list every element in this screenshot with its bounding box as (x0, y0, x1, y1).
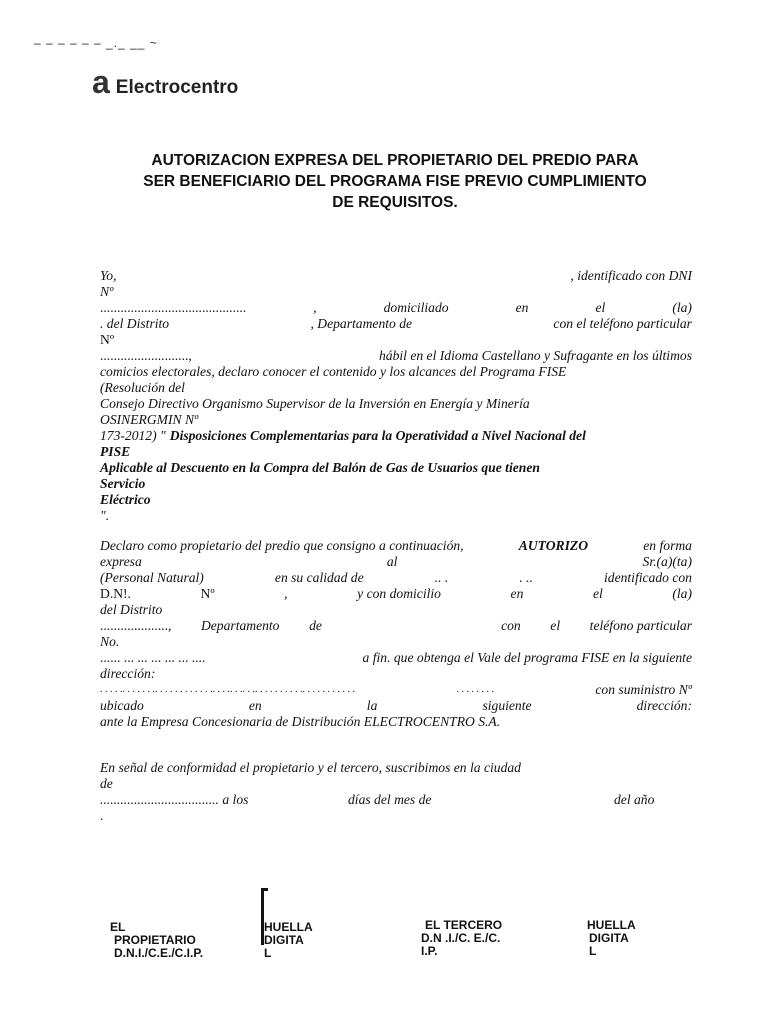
scan-artifact-mark: – – – – – – _._ __ ~ (34, 36, 158, 50)
text: (Resolución del (100, 380, 185, 395)
text: dirección: (636, 698, 692, 713)
text: D.N!. (100, 586, 131, 601)
text: y con domicilio (357, 586, 441, 601)
text: el (595, 300, 606, 315)
text: DIGITA (589, 931, 629, 945)
text: identificado con (604, 570, 692, 585)
text: de (100, 776, 113, 791)
text: el (550, 618, 561, 633)
text: ante la Empresa Concesionaria de Distribución ELECTROCENTRO S.A. (100, 714, 501, 729)
text: EL (110, 920, 126, 934)
title-line-2: SER BENEFICIARIO DEL PROGRAMA FISE PREVIO CUMPLIMIENTO (143, 173, 647, 190)
text: (Personal Natural) (100, 570, 204, 585)
text: Departamento (200, 618, 280, 633)
text: el (592, 586, 603, 601)
regulation-title: PISE (100, 444, 131, 459)
text: D.N .I./C. E./C. (421, 931, 501, 945)
text: ubicado (100, 698, 144, 713)
text: con suministro Nº (595, 682, 692, 697)
text: HUELLA (587, 918, 636, 932)
text: comicios electorales, declaro conocer el contenido y los alcances del Programa FISE (100, 364, 567, 379)
text: OSINERGMIN Nº (100, 412, 199, 427)
text: , (313, 300, 317, 315)
logo-text: Electrocentro (115, 77, 239, 98)
text: I.P. (421, 944, 438, 958)
third-party-signature-block (421, 919, 502, 958)
text: de (309, 618, 322, 633)
text: del año (614, 792, 655, 807)
text: en (248, 698, 262, 713)
text: días del mes de (348, 792, 432, 807)
text: con el teléfono particular (553, 316, 692, 331)
dotted-blank: . . . . . . . . (456, 684, 494, 695)
title-line-3: DE REQUISITOS. (332, 194, 458, 211)
text: ". (100, 508, 110, 523)
company-logo (92, 64, 238, 101)
text: teléfono particular (589, 618, 692, 633)
authorize-keyword: AUTORIZO (518, 538, 589, 553)
text: dirección: (100, 666, 156, 681)
text: EL TERCERO (425, 918, 503, 932)
text: a fin. que obtenga el Vale del programa FISE en la siguiente (362, 650, 692, 665)
text: Consejo Directivo Organismo Supervisor de la Inversión en Energía y Minería (100, 396, 530, 411)
paragraph-declaration (100, 268, 692, 524)
logo-icon: a (92, 64, 110, 100)
text: Yo, (100, 268, 117, 283)
paragraph-authorization (100, 538, 692, 730)
text: expresa (100, 554, 142, 569)
text: PROPIETARIO (114, 933, 196, 947)
text: , (284, 586, 288, 601)
regulation-title: Eléctrico (100, 492, 151, 507)
text: DIGITA (264, 933, 304, 947)
text: Nº (100, 284, 114, 299)
owner-signature-block (110, 921, 203, 960)
text: D.N.I./C.E./C.I.P. (114, 946, 204, 960)
title-line-1: AUTORIZACION EXPRESA DEL PROPIETARIO DEL PREDIO PARA (151, 152, 639, 169)
text: .. . (434, 570, 449, 585)
regulation-title: Servicio (100, 476, 146, 491)
paragraph-conformity (100, 760, 692, 824)
text: Nº (100, 332, 115, 347)
text: siguiente (482, 698, 532, 713)
text: hábil en el Idioma Castellano y Sufragante en los últimos (378, 348, 692, 363)
text: Declaro como propietario del predio que consigno a continuación, (100, 538, 464, 553)
text: (la) (672, 586, 692, 601)
dotted-blank: . . . . .. . . . . . .. . . . . . . . . . . .. . . .. . .. . .. . . . . . . . . .. . . . . . . . . . . (100, 684, 355, 695)
text: L (589, 944, 597, 958)
text: 173-2012) " (100, 428, 166, 443)
text: ................................... a los (100, 792, 249, 807)
document-title (100, 150, 690, 213)
text: No. (100, 634, 120, 649)
text: la (366, 698, 378, 713)
text: . (100, 808, 104, 823)
text: en su calidad de (274, 570, 364, 585)
text: L (264, 946, 272, 960)
dotted-blank: ...................., (100, 618, 172, 633)
text: al (386, 554, 398, 569)
third-party-fingerprint-block (587, 919, 636, 958)
text: domiciliado (383, 300, 449, 315)
text: En señal de conformidad el propietario y el tercero, suscribimos en la ciudad (100, 760, 521, 775)
dotted-blank: ...... ... ... ... ... ... .... (100, 650, 206, 665)
text: . .. (519, 570, 533, 585)
dotted-blank: ........................................... (100, 300, 247, 315)
regulation-title: Disposiciones Complementarias para la Operatividad a Nivel Nacional del (169, 428, 586, 443)
text: . del Distrito (100, 316, 170, 331)
text: , identificado con DNI (570, 268, 692, 283)
text: , Departamento de (310, 316, 413, 331)
text: HUELLA (264, 920, 313, 934)
regulation-title: Aplicable al Descuento en la Compra del Balón de Gas de Usuarios que tienen (100, 460, 540, 475)
text: en (515, 300, 529, 315)
blank-space (351, 618, 471, 634)
text: del Distrito (100, 602, 163, 617)
text: Sr.(a)(ta) (642, 554, 692, 569)
text: (la) (672, 300, 692, 315)
text: Nº (200, 586, 215, 601)
text: con (501, 618, 521, 633)
owner-fingerprint-block (264, 921, 313, 960)
text: en forma (643, 538, 692, 553)
text: en (510, 586, 524, 601)
dotted-blank: .........................., (100, 348, 192, 363)
